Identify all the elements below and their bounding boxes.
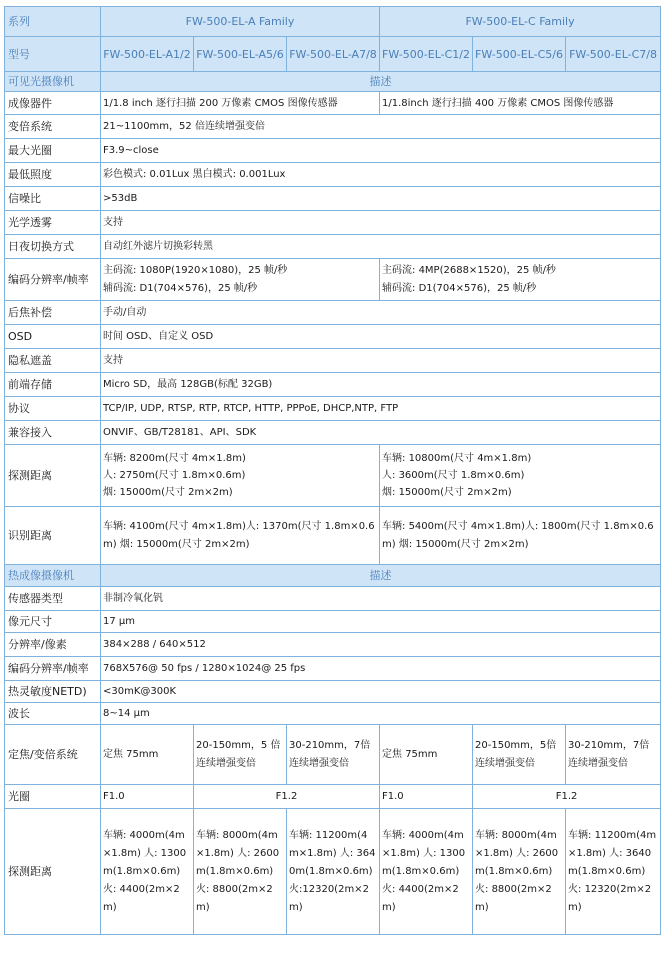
- lens-cell: 20-150mm，5倍连续增强变倍: [473, 725, 566, 785]
- enc-sub: 辅码流: D1(704×576)，25 帧/秒: [382, 282, 537, 294]
- row-label: 热灵敏度NETD): [5, 681, 101, 703]
- row-label: 前端存储: [5, 373, 101, 397]
- thermal-section-title: 热成像摄像机: [5, 565, 101, 587]
- series-a: FW-500-EL-A Family: [101, 7, 380, 37]
- row-label: 传感器类型: [5, 587, 101, 611]
- row-label: 成像器件: [5, 92, 101, 115]
- detect-cell: 车辆: 11200m(4m×1.8m) 人: 3640m(1.8m×0.6m) 火:12320(2m×2m): [287, 809, 380, 935]
- spec-value: 非制冷氧化钒: [101, 587, 661, 611]
- detect-cell: 车辆: 4000m(4m×1.8m) 人: 1300m(1.8m×0.6m) 火: 4400(2m×2m): [380, 809, 473, 935]
- spec-row: [5, 92, 661, 115]
- spec-row: [5, 421, 661, 445]
- spec-row: [5, 785, 661, 809]
- lens-cell: 定焦 75mm: [380, 725, 473, 785]
- spec-row: [5, 211, 661, 235]
- spec-value: >53dB: [101, 187, 661, 211]
- row-label: 定焦/变倍系统: [5, 725, 101, 785]
- spec-row: [5, 397, 661, 421]
- spec-value: 车辆: 4100m(尺寸 4m×1.8m)人: 1370m(尺寸 1.8m×0.6m) 烟: 15000m(尺寸 2m×2m): [101, 507, 380, 565]
- row-label: 探测距离: [5, 809, 101, 935]
- enc-main: 主码流: 4MP(2688×1520)，25 帧/秒: [382, 264, 556, 276]
- lens-cell: 30-210mm，7倍连续增强变倍: [287, 725, 380, 785]
- detect-cell: 车辆: 8000m(4m×1.8m) 人: 2600m(1.8m×0.6m) 火: 8800(2m×2m): [473, 809, 566, 935]
- series-label: 系列: [5, 7, 101, 37]
- lens-cell: 定焦 75mm: [101, 725, 194, 785]
- spec-row: [5, 301, 661, 325]
- spec-value: 支持: [101, 211, 661, 235]
- row-label: 编码分辨率/帧率: [5, 259, 101, 301]
- spec-value: 时间 OSD、自定义 OSD: [101, 325, 661, 349]
- spec-row: [5, 259, 661, 301]
- spec-row: [5, 587, 661, 611]
- spec-row: [5, 163, 661, 187]
- spec-value: 8~14 μm: [101, 703, 661, 725]
- spec-row: [5, 445, 661, 507]
- row-label: 波长: [5, 703, 101, 725]
- iris-cell: F1.2: [473, 785, 661, 809]
- spec-value: 手动/自动: [101, 301, 661, 325]
- spec-row: [5, 115, 661, 139]
- model-cell: FW-500-EL-A7/8: [287, 37, 380, 72]
- spec-row: [5, 235, 661, 259]
- row-label: 后焦补偿: [5, 301, 101, 325]
- spec-row: [5, 187, 661, 211]
- row-label: 协议: [5, 397, 101, 421]
- spec-row: [5, 703, 661, 725]
- series-row: [5, 7, 661, 37]
- row-label: 兼容接入: [5, 421, 101, 445]
- model-cell: FW-500-EL-A5/6: [194, 37, 287, 72]
- row-label: 隐私遮盖: [5, 349, 101, 373]
- spec-value: TCP/IP, UDP, RTSP, RTP, RTCP, HTTP, PPPoE, DHCP,NTP, FTP: [101, 397, 661, 421]
- row-label: 分辨率/像素: [5, 633, 101, 657]
- detect-line: 车辆: 8200m(尺寸 4m×1.8m): [103, 453, 246, 464]
- model-cell: FW-500-EL-C7/8: [566, 37, 661, 72]
- spec-row: [5, 325, 661, 349]
- enc-sub: 辅码流: D1(704×576)，25 帧/秒: [103, 282, 258, 294]
- spec-sheet: [4, 6, 660, 935]
- spec-row: [5, 373, 661, 397]
- visible-section-row: [5, 72, 661, 92]
- row-label: 识别距离: [5, 507, 101, 565]
- lens-cell: 30-210mm，7倍连续增强变倍: [566, 725, 661, 785]
- row-label: 日夜切换方式: [5, 235, 101, 259]
- detect-cell: 车辆: 4000m(4m×1.8m) 人: 1300m(1.8m×0.6m) 火: 4400(2m×2m): [101, 809, 194, 935]
- spec-value: 1/1.8inch 逐行扫描 400 万像素 CMOS 图像传感器: [380, 92, 661, 115]
- spec-value: 384×288 / 640×512: [101, 633, 661, 657]
- visible-desc-header: 描述: [101, 72, 661, 92]
- spec-value: 彩色模式: 0.01Lux 黑白模式: 0.001Lux: [101, 163, 661, 187]
- thermal-section-row: [5, 565, 661, 587]
- spec-value: ONVIF、GB/T28181、API、SDK: [101, 421, 661, 445]
- spec-value: 车辆: 5400m(尺寸 4m×1.8m)人: 1800m(尺寸 1.8m×0.6m) 烟: 15000m(尺寸 2m×2m): [380, 507, 661, 565]
- spec-row: [5, 725, 661, 785]
- spec-row: [5, 611, 661, 633]
- model-label: 型号: [5, 37, 101, 72]
- lens-cell: 20-150mm，5 倍连续增强变倍: [194, 725, 287, 785]
- spec-value: [101, 259, 380, 301]
- spec-value: 21~1100mm，52 倍连续增强变倍: [101, 115, 661, 139]
- iris-cell: F1.0: [101, 785, 194, 809]
- spec-row: [5, 139, 661, 163]
- spec-row: [5, 657, 661, 681]
- row-label: 光圈: [5, 785, 101, 809]
- row-label: OSD: [5, 325, 101, 349]
- detect-line: 烟: 15000m(尺寸 2m×2m): [382, 487, 512, 498]
- iris-cell: F1.2: [194, 785, 380, 809]
- row-label: 探测距离: [5, 445, 101, 507]
- detect-line: 烟: 15000m(尺寸 2m×2m): [103, 487, 233, 498]
- row-label: 像元尺寸: [5, 611, 101, 633]
- spec-value: [380, 259, 661, 301]
- spec-value: 17 μm: [101, 611, 661, 633]
- spec-value: 768X576@ 50 fps / 1280×1024@ 25 fps: [101, 657, 661, 681]
- visible-section-title: 可见光摄像机: [5, 72, 101, 92]
- spec-table: [4, 6, 661, 935]
- enc-main: 主码流: 1080P(1920×1080)，25 帧/秒: [103, 264, 288, 276]
- spec-value: 支持: [101, 349, 661, 373]
- model-cell: FW-500-EL-C1/2: [380, 37, 473, 72]
- model-cell: FW-500-EL-C5/6: [473, 37, 566, 72]
- detect-line: 人: 2750m(尺寸 1.8m×0.6m): [103, 470, 246, 481]
- detect-line: 人: 3600m(尺寸 1.8m×0.6m): [382, 470, 525, 481]
- row-label: 最大光圈: [5, 139, 101, 163]
- row-label: 信噪比: [5, 187, 101, 211]
- model-row: [5, 37, 661, 72]
- spec-value: [380, 445, 661, 507]
- model-cell: FW-500-EL-A1/2: [101, 37, 194, 72]
- spec-row: [5, 507, 661, 565]
- spec-value: <30mK@300K: [101, 681, 661, 703]
- detect-cell: 车辆: 11200m(4m×1.8m) 人: 3640m(1.8m×0.6m) 火: 12320(2m×2m): [566, 809, 661, 935]
- spec-row: [5, 633, 661, 657]
- detect-cell: 车辆: 8000m(4m×1.8m) 人: 2600m(1.8m×0.6m) 火: 8800(2m×2m): [194, 809, 287, 935]
- thermal-desc-header: 描述: [101, 565, 661, 587]
- row-label: 光学透雾: [5, 211, 101, 235]
- spec-row: [5, 681, 661, 703]
- spec-value: F3.9~close: [101, 139, 661, 163]
- spec-row: [5, 349, 661, 373]
- spec-value: 自动红外滤片切换彩转黑: [101, 235, 661, 259]
- spec-row: [5, 809, 661, 935]
- row-label: 变倍系统: [5, 115, 101, 139]
- detect-line: 车辆: 10800m(尺寸 4m×1.8m): [382, 453, 532, 464]
- series-c: FW-500-EL-C Family: [380, 7, 661, 37]
- row-label: 编码分辨率/帧率: [5, 657, 101, 681]
- iris-cell: F1.0: [380, 785, 473, 809]
- spec-value: 1/1.8 inch 逐行扫描 200 万像素 CMOS 图像传感器: [101, 92, 380, 115]
- row-label: 最低照度: [5, 163, 101, 187]
- spec-value: [101, 445, 380, 507]
- spec-value: Micro SD，最高 128GB(标配 32GB): [101, 373, 661, 397]
